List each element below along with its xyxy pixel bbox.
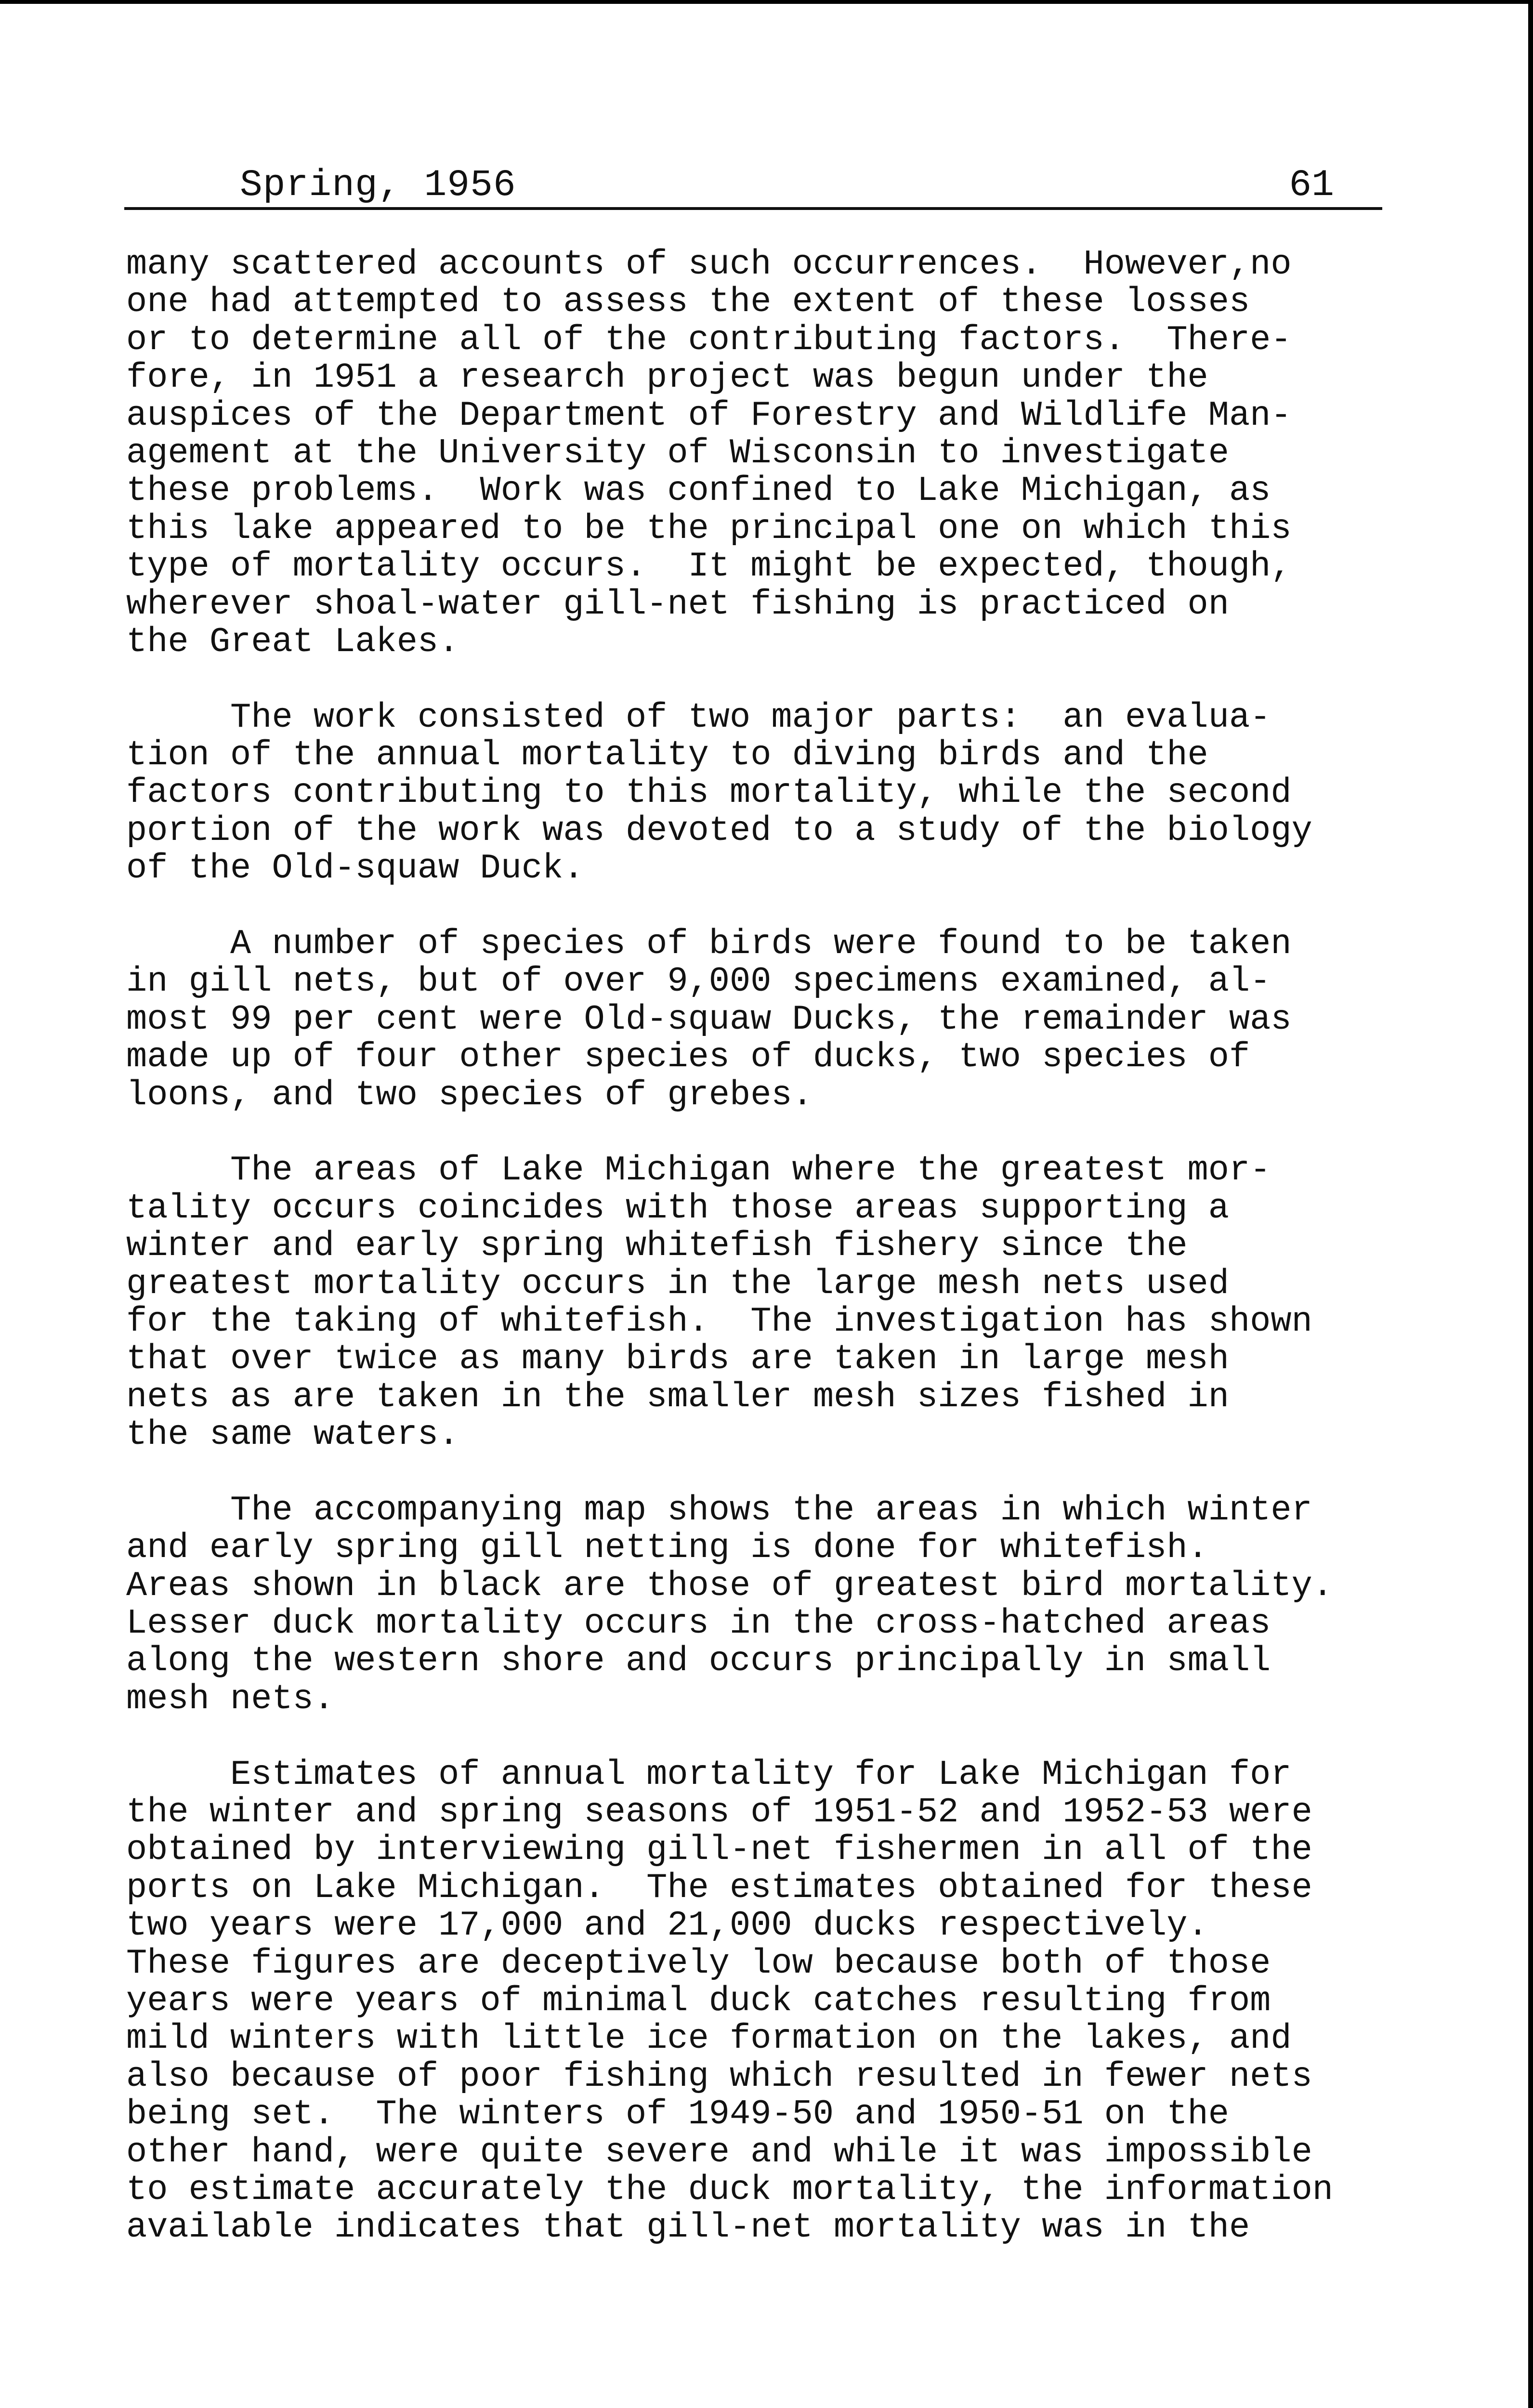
text-line: and early spring gill netting is done for whitefish. xyxy=(126,1528,1208,1568)
text-line: one had attempted to assess the extent of these losses xyxy=(126,282,1250,322)
paragraph xyxy=(126,1492,1436,1718)
text-line: ports on Lake Michigan. The estimates obtained for these xyxy=(126,1868,1312,1908)
text-line: these problems. Work was confined to Lake Michigan, as xyxy=(126,471,1271,511)
running-header xyxy=(124,164,1382,210)
text-line: The areas of Lake Michigan where the greatest mor- xyxy=(126,1151,1271,1191)
text-line: two years were 17,000 and 21,000 ducks respectively. xyxy=(126,1906,1208,1946)
text-line: many scattered accounts of such occurrences. However,no xyxy=(126,245,1292,284)
page-number: 61 xyxy=(1289,164,1334,207)
text-line: mild winters with little ice formation on the lakes, and xyxy=(126,2019,1292,2059)
text-line: wherever shoal-water gill-net fishing is practiced on xyxy=(126,584,1229,624)
paragraph xyxy=(126,699,1436,888)
text-line: mesh nets. xyxy=(126,1679,335,1719)
text-line: factors contributing to this mortality, while the second xyxy=(126,773,1292,813)
body-text xyxy=(126,246,1436,2284)
paragraph xyxy=(126,925,1436,1114)
paragraph xyxy=(126,1152,1436,1453)
text-line: in gill nets, but of over 9,000 specimens examined, al- xyxy=(126,962,1271,1002)
text-line: auspices of the Department of Forestry and Wildlife Man- xyxy=(126,395,1292,435)
text-line: nets as are taken in the smaller mesh sizes fished in xyxy=(126,1377,1229,1417)
text-line: most 99 per cent were Old-squaw Ducks, the remainder was xyxy=(126,999,1292,1039)
text-line: the same waters. xyxy=(126,1415,459,1455)
paragraph xyxy=(126,246,1436,661)
text-line: tion of the annual mortality to diving birds and the xyxy=(126,735,1208,775)
text-line: for the taking of whitefish. The investigation has shown xyxy=(126,1301,1312,1341)
text-line: the Great Lakes. xyxy=(126,622,459,662)
text-line: the winter and spring seasons of 1951-52 and 1952-53 were xyxy=(126,1793,1312,1832)
text-line: Estimates of annual mortality for Lake Michigan for xyxy=(126,1754,1292,1794)
text-line: A number of species of birds were found to be taken xyxy=(126,924,1292,964)
text-line: being set. The winters of 1949-50 and 1950-51 on the xyxy=(126,2094,1229,2134)
text-line: The accompanying map shows the areas in which winter xyxy=(126,1490,1312,1530)
paragraph xyxy=(126,1756,1436,2247)
text-line: that over twice as many birds are taken in large mesh xyxy=(126,1339,1229,1379)
text-line: The work consisted of two major parts: an evalua- xyxy=(126,697,1271,737)
text-line: of the Old-squaw Duck. xyxy=(126,849,584,889)
text-line: portion of the work was devoted to a study of the biology xyxy=(126,811,1312,851)
text-line: greatest mortality occurs in the large mesh nets used xyxy=(126,1264,1229,1304)
text-line: type of mortality occurs. It might be expected, though, xyxy=(126,547,1292,587)
text-line: years were years of minimal duck catches resulting from xyxy=(126,1981,1271,2021)
text-line: along the western shore and occurs principally in small xyxy=(126,1641,1271,1681)
text-line: obtained by interviewing gill-net fishermen in all of the xyxy=(126,1830,1312,1870)
text-line: Areas shown in black are those of greatest bird mortality. xyxy=(126,1566,1334,1606)
text-line: to estimate accurately the duck mortality, the information xyxy=(126,2170,1334,2210)
text-line: These figures are deceptively low because both of those xyxy=(126,1943,1271,1983)
text-line: Lesser duck mortality occurs in the cross-hatched areas xyxy=(126,1604,1271,1644)
text-line: winter and early spring whitefish fishery since the xyxy=(126,1226,1188,1266)
text-line: this lake appeared to be the principal one on which this xyxy=(126,509,1292,549)
text-line: or to determine all of the contributing factors. There- xyxy=(126,320,1292,360)
text-line: fore, in 1951 a research project was begun under the xyxy=(126,358,1208,398)
text-line: agement at the University of Wisconsin to investigate xyxy=(126,433,1229,473)
text-line: also because of poor fishing which resulted in fewer nets xyxy=(126,2056,1312,2096)
text-line: other hand, were quite severe and while it was impossible xyxy=(126,2132,1312,2172)
text-line: made up of four other species of ducks, two species of xyxy=(126,1037,1250,1077)
header-date: Spring, 1956 xyxy=(240,164,516,207)
text-line: available indicates that gill-net mortality was in the xyxy=(126,2208,1250,2248)
text-line: loons, and two species of grebes. xyxy=(126,1075,813,1115)
text-line: tality occurs coincides with those areas supporting a xyxy=(126,1188,1229,1228)
